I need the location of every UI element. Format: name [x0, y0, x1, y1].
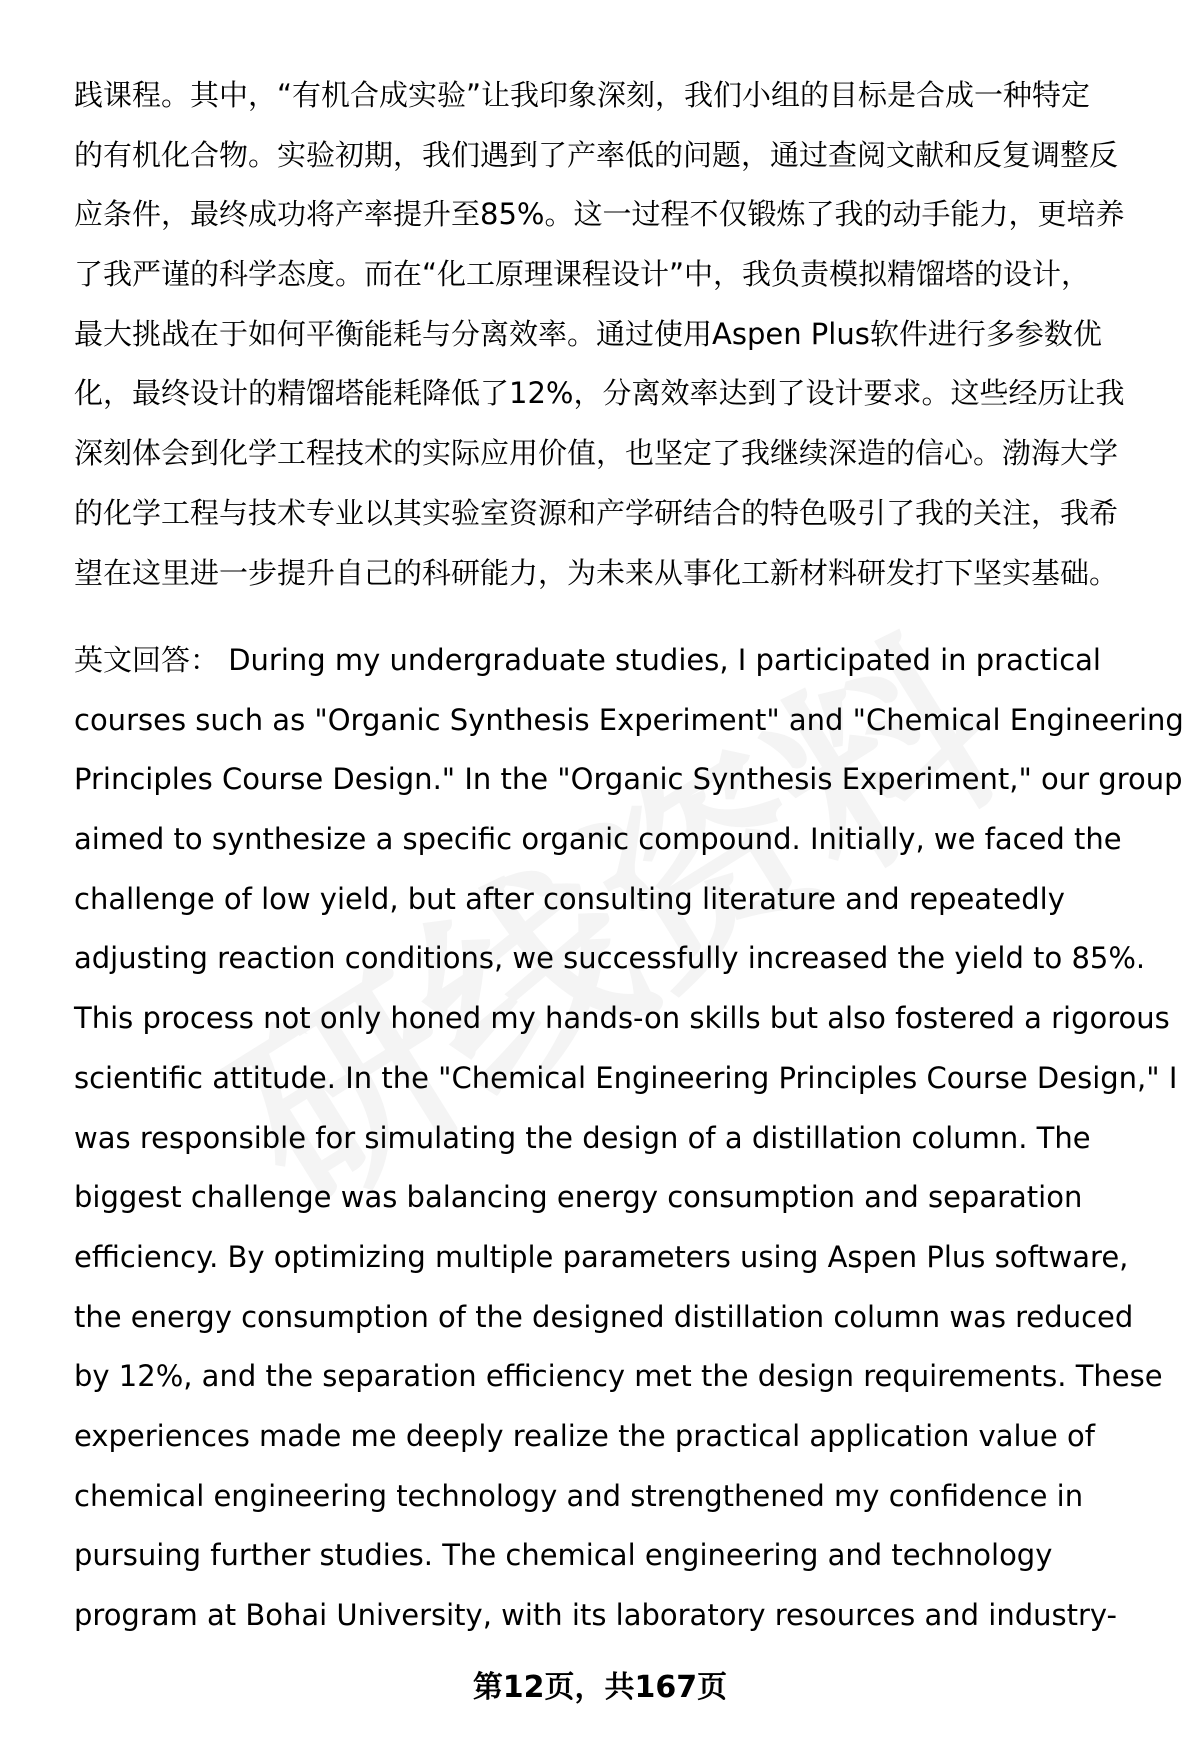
english-paragraph — [74, 631, 1184, 1646]
chinese-line: 了我严谨的科学态度。而在“化工原理课程设计”中，我负责模拟精馏塔的设计， — [74, 257, 1091, 292]
chinese-line: 践课程。其中，“有机合成实验”让我印象深刻，我们小组的目标是合成一种特定 — [74, 78, 1091, 112]
english-line: program at Bohai University, with its laboratory resources and industry- — [74, 1598, 1118, 1632]
chinese-line: 的有机化合物。实验初期，我们遇到了产率低的问题，通过查阅文献和反复调整反 — [74, 137, 1119, 172]
english-line: pursuing further studies. The chemical engineering and technology — [74, 1538, 1053, 1573]
english-line: experiences made me deeply realize the practical application value of — [74, 1418, 1095, 1453]
chinese-line: 应条件，最终成功将产率提升至85%。这一过程不仅锻炼了我的动手能力，更培养 — [74, 197, 1125, 232]
english-line: efficiency. By optimizing multiple parameters using Aspen Plus software, — [74, 1239, 1129, 1274]
chinese-line: 最大挑战在于如何平衡能耗与分离效率。通过使用Aspen Plus软件进行多参数优 — [74, 316, 1102, 351]
english-line: the energy consumption of the designed distillation column was reduced — [74, 1299, 1134, 1334]
english-line: Principles Course Design." In the "Organic Synthesis Experiment," our group — [74, 762, 1183, 797]
chinese-line: 望在这里进一步提升自己的科研能力，为未来从事化工新材料研发打下坚实基础。 — [74, 555, 1119, 590]
english-line: aimed to synthesize a specific organic compound. Initially, we faced the — [74, 822, 1122, 857]
english-line: courses such as "Organic Synthesis Experiment" and "Chemical Engineering — [74, 702, 1184, 737]
english-line: This process not only honed my hands-on skills but also fostered a rigorous — [74, 1001, 1170, 1036]
english-line: 英文回答： During my undergraduate studies, I participated in practical — [74, 643, 1101, 677]
english-line: adjusting reaction conditions, we successfully increased the yield to 85%. — [74, 941, 1146, 976]
page-number-footer: 第12页，共167页 — [472, 1670, 728, 1705]
english-line: by 12%, and the separation efficiency met the design requirements. These — [74, 1359, 1163, 1394]
chinese-line: 的化学工程与技术专业以其实验室资源和产学研结合的特色吸引了我的关注，我希 — [74, 495, 1119, 530]
chinese-line: 化，最终设计的精馏塔能耗降低了12%，分离效率达到了设计要求。这些经历让我 — [74, 376, 1125, 411]
english-line: scientific attitude. In the "Chemical Engineering Principles Course Design," I — [74, 1060, 1178, 1095]
english-line: challenge of low yield, but after consulting literature and repeatedly — [74, 881, 1065, 916]
chinese-line: 深刻体会到化学工程技术的实际应用价值，也坚定了我继续深造的信心。渤海大学 — [74, 436, 1119, 471]
english-line: chemical engineering technology and strengthened my confidence in — [74, 1478, 1084, 1513]
english-line: biggest challenge was balancing energy consumption and separation — [74, 1180, 1083, 1215]
chinese-paragraph — [74, 66, 1159, 603]
english-line: was responsible for simulating the design of a distillation column. The — [74, 1120, 1091, 1155]
